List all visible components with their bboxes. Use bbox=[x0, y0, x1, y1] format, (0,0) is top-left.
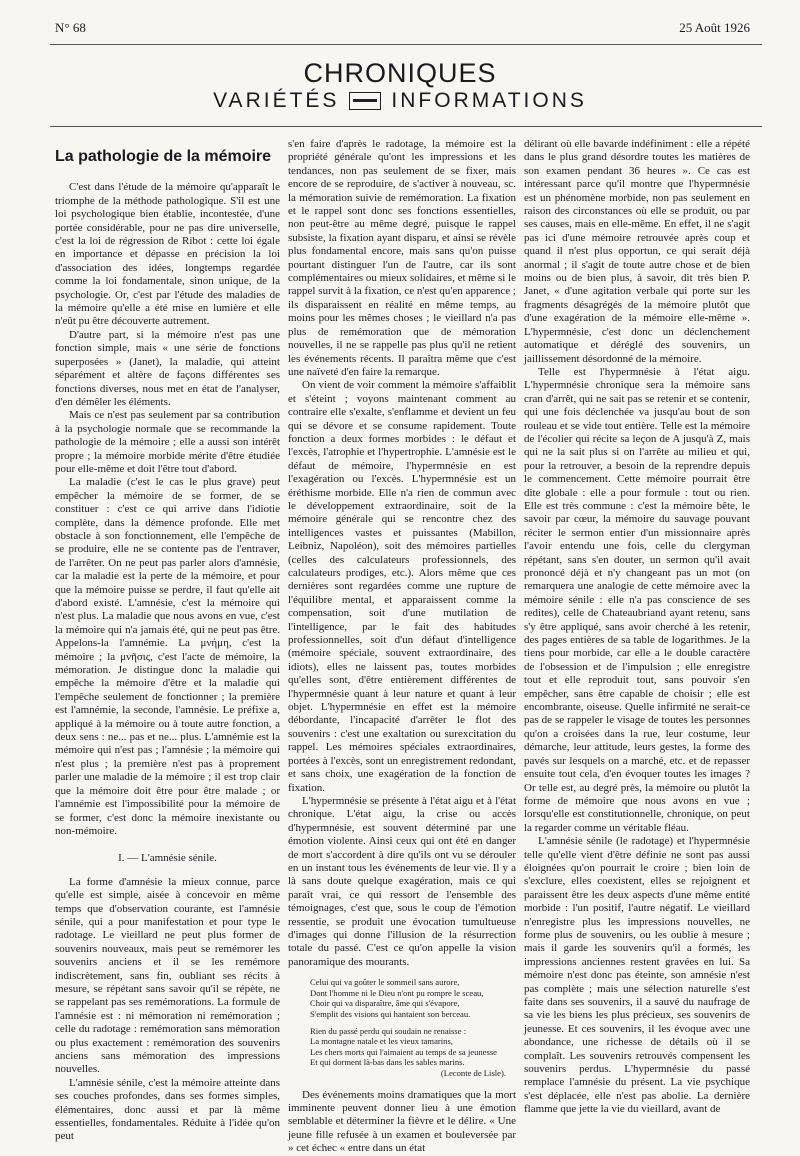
paragraph: Des événements moins dramatiques que la mort imminente peuvent donner lieu à une émotion semblable et déterminer la fièvre et le délire. « Une jeune fille refusée à un examen et bouleversée par » cet échec « entre dans un état bbox=[288, 1088, 516, 1155]
issue-number: N° 68 bbox=[55, 20, 86, 35]
running-header bbox=[55, 20, 750, 42]
poem-line: Rien du passé perdu qui soudain ne renaisse : bbox=[310, 1025, 467, 1036]
masthead-right: INFORMATIONS bbox=[391, 89, 587, 112]
header-rule bbox=[50, 44, 762, 45]
paragraph: L'amnésie sénile (le radotage) et l'hypermnésie telle qu'elle vient d'être définie ne sont pas aussi éloignées qu'on pourrait le croire ; bien loin de s'exclure, elles coexistent, elles se rejoignent et paraissent être les deux aspects d'une même entité morbide : l'un positif, l'autre négatif. Le vieillard n'enregistre plus les impressions nouvelles, ne forme plus de souvenirs, ou les oublie à mesure ; mais il garde les souvenirs qu'il a formés, les impressions anciennes restent gravées en lui. Sa mémoire n'est donc pas éteinte, son amnésie n'est pas complète ; mais une sélection naturelle s'est faite dans ses souvenirs, il a sauvé du naufrage de sa vie les biens les plus précieux, ses souvenirs de jeunesse. Et ces souvenirs, il les évoque avec une abondance, une richesse de détails où il se complaît. Les souvenirs retrouvés compensent les souvenirs perdus. L'hypermnésie du passé remplace l'amnésie du présent. La vie psychique s'est déplacée, elle n'est pas abolie. La dernière flamme que jette la vie du vieillard, avant de bbox=[524, 835, 750, 1116]
paragraph: s'en faire d'après le radotage, la mémoire est la propriété générale qu'ont les impressions et les tendances, non pas seulement de se fixer, mais encore de se reproduire, de s'activer à nouveau, sc. la mémoration suivie de remémoration. La fixation et le rappel sont donc ses fonctions essentielles, non peut-être au même degré, puisque le rappel subsiste, la fixation ayant disparu, et ainsi se révèle plus fondamental encore, mais sans qu'on puisse pourtant distinguer l'un de l'autre, car ils sont complémentaires ou mieux solidaires, et même si le rappel survit à la fixation, ce n'est qu'en apparence ; ils disparaissent en réalité en même temps, au moins pour les mêmes choses ; le vieillard n'a pas plus de remémoration que de mémoration nouvelles, il ne se rappelle pas plus qu'il ne retient les événements récents. Il paraîtra même que c'est une naïveté d'en faire la remarque. bbox=[288, 138, 516, 378]
section-heading: I. — L'amnésie sénile. bbox=[118, 852, 217, 865]
masthead-title: CHRONIQUES bbox=[303, 58, 497, 88]
paragraph: L'hypermnésie se présente à l'état aigu et à l'état chronique. L'état aigu, la crise ou accès d'hypermnésie, est souvent déterminé par une émotion violente. Ainsi ceux qui ont été en danger de mort s'accordent à dire qu'ils ont vu se dérouler en un instant tous les événements de leur vie. Il y a là sans doute quelque exagération, mais ce qui paraît vrai, ce qui ressort de l'ensemble des témoignages, c'est que, sous le coup de l'émotion ressentie, se produit une évocation tumultueuse d'images qui donne l'illusion de la résurrection totale du passé. C'est ce qu'on appelle la vision panoramique des mourants. bbox=[288, 794, 516, 968]
paragraph: L'amnésie sénile, c'est la mémoire atteinte dans ses couches profondes, dans ses formes simples, élémentaires, donc aussi et par là même essentielles, fondamentales. Réduite à l'idée qu'on peut bbox=[55, 1076, 280, 1143]
paragraph: La maladie (c'est le cas le plus grave) peut empêcher la mémoire de se former, de se constituer : c'est ce qui arrive dans l'idiotie complète, dans la démence profonde. Elle met obstacle à son fonctionnement, elle l'empêche de se produire, elle ne se contente pas de l'entraver, de l'arrêter. On ne peut pas parler alors d'amnésie, car la maladie est la perte de la mémoire, et pour que la mémoire puisse se perdre, il faut qu'elle ait d'abord existé. L'amnésie, c'est la mémoire qui n'est plus. La maladie que nous avons en vue, c'est la mémoire qui n'a jamais été, qui ne peut pas être. Appelons-la l'amnémie. La μνήμη, c'est la mémoire ; la μνῆσις, c'est l'acte de mémoire, la mémoration. Je distingue donc la maladie qui empêche la mémoire d'être et la maladie qui l'empêche seulement de fonctionner ; la première est l'amnémie, la seconde, l'amnésie. Le préfixe a, appliqué à la mémoire ou à toute autre fonction, a deux sens : ne... pas et ne... plus. L'amnémie est la mémoire qui n'est pas ; l'amnésie ; la mémoire qui n'est plus ; la première n'est pas à proprement parler une maladie de la mémoire ; il est trop clair que la mémoire doit être pour être malade ; or l'amnémie est l'impossibilité pour la mémoire de se former, c'est donc la mémoire inexistante ou non-mémoire. bbox=[55, 476, 280, 837]
article-title: La pathologie de la mémoire bbox=[55, 148, 272, 165]
poem-line: La montagne natale et les vieux tamarins, bbox=[310, 1036, 453, 1047]
poem-line: Les chers morts qui l'aimaient au temps de sa jeunesse bbox=[310, 1046, 497, 1057]
masthead-rule bbox=[50, 126, 762, 127]
column-1 bbox=[55, 142, 280, 1144]
paragraph: D'autre part, si la mémoire n'est pas une fonction simple, mais « une série de fonctions superposées » (Janet), la maladie, qui atteint séparément et altère de façons différentes ses fonctions diverses, nous met en état de l'analyser, d'en démêler les éléments. bbox=[55, 328, 280, 408]
column-2 bbox=[288, 138, 516, 1156]
paragraph: Mais ce n'est pas seulement par sa contribution à la psychologie normale que se recommande la pathologie de la mémoire ; elle a aussi son intérêt propre ; la mémoire morbide mérite d'être étudiée pour elle-même et doit l'être tout d'abord. bbox=[55, 409, 280, 475]
column-3 bbox=[524, 138, 750, 1117]
poem-quote bbox=[310, 977, 516, 1078]
poem-line: Celui qui va goûter le sommeil sans aurore, bbox=[310, 977, 460, 988]
masthead bbox=[0, 58, 800, 114]
poem-line: Dont l'homme ni le Dieu n'ont pu rompre le sceau, bbox=[310, 987, 484, 998]
masthead-left: VARIÉTÉS bbox=[213, 89, 340, 112]
ornament-icon bbox=[349, 92, 381, 110]
paragraph: Telle est l'hypermnésie à l'état aigu. L'hypermnésie chronique sera la mémoire sans cran d'arrêt, qui ne sait pas se retenir et se contenir, qui une fois déclenchée va jusqu'au bout de son rouleau et se vide tout entière. Telle est la mémoire de l'écolier qui récite sa leçon de A jusqu'à Z, mais qui ne la sait plus si on l'arrête au milieu et qui, pour la retrouver, a besoin de la reprendre depuis le commencement. Cette mémoire pourrait être dite globale : elle a pour formule : tout ou rien. Elle est très commune : c'est la mémoire bête, le savoir par cœur, la mémoire du sauvage pouvant réciter le sermon entier d'un missionnaire après l'avoir entendu une fois, celle du clergyman répétant, sans s'en douter, un sermon qu'il avait prononcé déjà et n'y changeant pas un mot (on remarquera une analogie de cette mémoire avec la mémoire sénile : elle n'a pas conscience de ses redites), celle de Chateaubriand ayant retenu, sans s'y être appliqué, sans avoir cherché à les retenir, des pages entières de sa table de logarithmes. Je la tiens pour morbide, car elle a le double caractère de l'obsession et de l'impulsion ; elle enregistre tout et elle reproduit tout, sans pouvoir s'en empêcher, sans être capable de choisir ; elle est encombrante, oiseuse. Quelle infirmité ne serait-ce pas de se rappeler le visage de toutes les personnes qu'on a croisées dans la rue, leur costume, leur démarche, leur attitude, leurs gestes, la forme des pavés sur lesquels on a marché, etc. et de repasser ensuite tout cela, d'en évoquer toutes les images ? Or telle est, au degré près, la mémoire ou plutôt la forme de mémoire que nous avons en vue ; lorsqu'elle est constitutionnelle, chronique, on peut la regarder comme un véritable fléau. bbox=[524, 365, 750, 834]
poem-attribution: (Leconte de Lisle). bbox=[440, 1067, 506, 1078]
poem-line: Choir qui va disparaître, âme qui s'évapore, bbox=[310, 998, 460, 1009]
poem-line: S'emplit des visions qui hantaient son berceau. bbox=[310, 1008, 471, 1019]
paragraph: délirant où elle bavarde indéfiniment : elle a répété dans le plus grand désordre toutes les matières de son examen pendant 36 heures ». Ce cas est intéressant parce qu'il montre que l'hypermnésie est un phénomène morbide, non pas seulement en raison des circonstances où elle se produit, ou par ses causes, mais en elle-même. En effet, il ne s'agit pas ici d'une mémoire retrouvée après coup et quand il n'est plus opportun, ce qui serait déjà anormal ; il s'agit de toute autre chose et de bien moins ou de bien plus, à savoir, dit très bien P. Janet, « d'une agitation verbale qui porte sur les fragments désagrégés de la mémoire plutôt que d'une exagération de la mémoire elle-même ». L'hypermnésie, c'est donc un déclenchement automatique et déréglé des souvenirs, un jaillissement désordonné de la mémoire. bbox=[524, 138, 750, 365]
poem-line: Et qui dorment là-bas dans les sables marins. bbox=[310, 1057, 465, 1068]
paragraph: On vient de voir comment la mémoire s'affaiblit et s'éteint ; voyons maintenant comment au contraire elle s'exalte, s'enflamme et devient un feu qui se dévore et se consume rapidement. Toute fonction a deux formes morbides : le défaut et l'excès, l'atrophie et l'hypertrophie. L'amnésie est le défaut de mémoire, l'hypermnésie en est l'exagération ou l'excès. L'hypermnésie est un éréthisme morbide. Elle n'a rien de commun avec le développement extraordinaire, soit de la mémoire générale qui se rencontre chez des intelligences vastes et puissantes (Mabillon, Leibniz, Napoléon), soit des mémoires partielles (celles des calculateurs professionnels, des calculateurs prodiges, etc.). Alors même que ces dernières sont regardées comme une rupture de l'équilibre mental, et apparaissent comme la compensation, soit d'une mutilation de l'intelligence, par le fait des habitudes professionnelles, soit d'un défaut d'intelligence (mémoire spéciale, souvent extraordinaire, des idiots), elles ne laissent pas, toutes morbides qu'elles sont, d'être entièrement différentes de l'hypermnésie quant à leur nature et quant à leur objet. L'hypermnésie en effet est la mémoire débordante, l'incapacité d'arrêter le flot des souvenirs : c'est une exaltation ou surexcitation du rappel. Les mémoires spéciales extraordinaires, portées à l'excès, sont un enregistrement redondant, et sans choix, une exagération de la fonction de fixation. bbox=[288, 379, 516, 794]
issue-date: 25 Août 1926 bbox=[679, 20, 750, 35]
paragraph: C'est dans l'étude de la mémoire qu'apparaît le triomphe de la méthode pathologique. S'il est une loi psychologique bien établie, incontestée, d'une portée considérable, pour ne pas dire universelle, c'est la loi de régression de Ribot : cette loi égale en importance et dépasse en précision la loi d'association des idées, longtemps regardée comme la loi fondamentale, sinon unique, de la psychologie. Or, c'est par l'étude des maladies de la mémoire qu'elle a été mise en lumière et elle n'eût pu être découverte autrement. bbox=[55, 181, 280, 328]
masthead-subtitle bbox=[0, 88, 800, 114]
paragraph: La forme d'amnésie la mieux connue, parce qu'elle est simple, aisée à concevoir en même temps que d'observation courante, est l'amnésie sénile, qui a pour manifestation et pour type le radotage. Le vieillard ne peut plus former de souvenirs nouveaux, mais peut se remémorer les souvenirs anciens et il se les remémore indiscrètement, sans fin, oubliant ses récits à mesure, se répétant sans savoir qu'il se répète, ne se rappelant pas ses remémorations. La formule de l'amnésie est : ni mémoration ni remémoration ; celle du radotage : remémoration sans mémoration ou plus exactement : remémoration des souvenirs anciens sans mémoration des impressions nouvelles. bbox=[55, 875, 280, 1076]
